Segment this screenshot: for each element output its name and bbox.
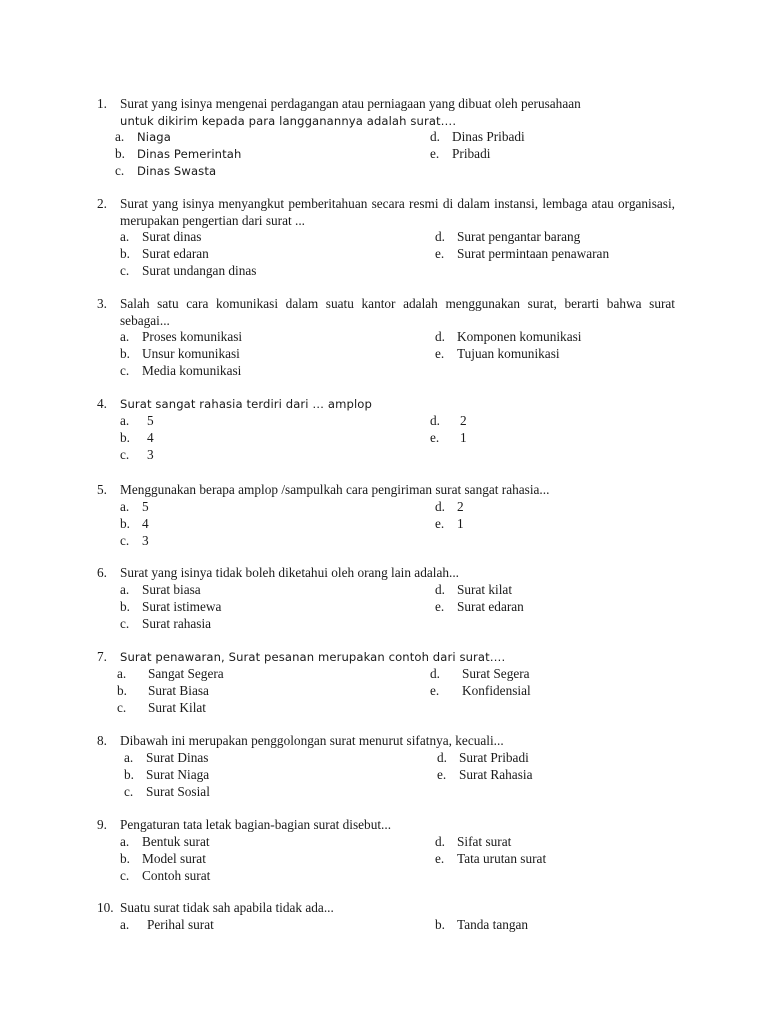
option-a[interactable]: a. Surat biasa — [120, 581, 201, 597]
option-b[interactable]: b. Surat Biasa — [117, 682, 209, 698]
option-d[interactable]: d. Surat Pribadi — [437, 749, 529, 765]
option-a[interactable]: a. Perihal surat — [120, 916, 214, 932]
option-c[interactable]: c. Surat Sosial — [124, 783, 210, 799]
question-stem — [97, 396, 675, 413]
question-stem — [97, 900, 675, 917]
question-text: Pengaturan tata letak bagian-bagian surat disebut... — [120, 817, 392, 832]
question-stem — [97, 96, 675, 129]
question-number: 5. — [97, 482, 107, 497]
option-e[interactable]: e. Konfidensial — [430, 682, 531, 698]
option-c[interactable]: c. Contoh surat — [120, 867, 211, 883]
question-number: 4. — [97, 396, 107, 411]
question-5 — [97, 482, 675, 548]
option-a[interactable]: a. Bentuk surat — [120, 833, 210, 849]
question-9 — [97, 817, 675, 883]
option-c[interactable]: c. Surat undangan dinas — [120, 263, 257, 278]
question-number: 1. — [97, 96, 107, 111]
option-d[interactable]: d. Sifat surat — [435, 833, 512, 849]
option-d[interactable]: d. Dinas Pribadi — [430, 129, 525, 144]
question-number: 9. — [97, 817, 107, 832]
question-stem — [97, 482, 675, 499]
question-number: 8. — [97, 733, 107, 748]
question-10 — [97, 900, 675, 932]
question-2 — [97, 196, 675, 278]
option-b[interactable]: b. Model surat — [120, 850, 206, 866]
question-number: 2. — [97, 196, 107, 211]
option-e[interactable]: e. Tata urutan surat — [435, 850, 547, 866]
question-4 — [97, 396, 675, 462]
option-c[interactable]: c. 3 — [120, 446, 154, 462]
option-c[interactable]: c. Dinas Swasta — [115, 163, 217, 178]
question-text: Salah satu cara komunikasi dalam suatu kantor adalah menggunakan surat, berarti bahwa surat sebagai... — [120, 296, 675, 328]
question-text: Surat penawaran, Surat pesanan merupakan contoh dari surat…. — [120, 650, 506, 664]
question-text: Surat sangat rahasia terdiri dari … amplop — [120, 397, 372, 411]
option-a[interactable]: a. 5 — [120, 412, 154, 428]
option-d[interactable]: d. Surat kilat — [435, 581, 513, 597]
question-stem — [97, 649, 675, 666]
question-stem — [97, 733, 675, 750]
question-number: 7. — [97, 649, 107, 664]
question-8 — [97, 733, 675, 799]
option-e[interactable]: e. Surat edaran — [435, 598, 524, 614]
option-a[interactable]: a. Niaga — [115, 129, 171, 144]
option-c[interactable]: c. Media komunikasi — [120, 363, 242, 378]
option-a[interactable]: a. Surat dinas — [120, 229, 202, 244]
option-d[interactable]: d. Surat Segera — [430, 665, 530, 681]
question-text: Dibawah ini merupakan penggolongan surat menurut sifatnya, kecuali... — [120, 733, 504, 748]
question-stem — [97, 817, 675, 834]
option-b[interactable]: b. Unsur komunikasi — [120, 346, 240, 361]
question-text: Suatu surat tidak sah apabila tidak ada... — [120, 900, 334, 915]
question-text: Surat yang isinya mengenai perdagangan atau perniagaan yang dibuat oleh perusahaan — [120, 96, 581, 111]
question-number: 10. — [97, 900, 114, 915]
option-b[interactable]: b. Surat istimewa — [120, 598, 222, 614]
option-d[interactable]: d. 2 — [435, 498, 464, 514]
option-a[interactable]: a. 5 — [120, 498, 149, 514]
option-c[interactable]: c. Surat Kilat — [117, 699, 206, 715]
question-6 — [97, 565, 675, 631]
question-stem — [97, 196, 675, 229]
option-b[interactable]: b. 4 — [120, 515, 149, 531]
question-text: Surat yang isinya menyangkut pemberitahuan secara resmi di dalam instansi, lembaga atau organisasi, merupakan pengertian dari surat ... — [120, 196, 675, 228]
option-e[interactable]: e. 1 — [435, 515, 464, 531]
option-b[interactable]: b. Surat Niaga — [124, 766, 210, 782]
option-b[interactable]: b. Surat edaran — [120, 246, 209, 261]
question-stem — [97, 565, 675, 582]
question-stem — [97, 296, 675, 329]
question-7 — [97, 649, 675, 715]
option-b[interactable]: b. Tanda tangan — [435, 916, 529, 932]
question-text-continued: untuk dikirim kepada para langganannya adalah surat…. — [120, 113, 457, 128]
option-c[interactable]: c. Surat rahasia — [120, 615, 212, 631]
option-d[interactable]: d. 2 — [430, 412, 467, 428]
option-b[interactable]: b. 4 — [120, 429, 154, 445]
question-number: 6. — [97, 565, 107, 580]
option-d[interactable]: d. Komponen komunikasi — [435, 329, 582, 344]
question-3 — [97, 296, 675, 378]
option-a[interactable]: a. Proses komunikasi — [120, 329, 243, 344]
option-d[interactable]: d. Surat pengantar barang — [435, 229, 581, 244]
option-e[interactable]: e. 1 — [430, 429, 467, 445]
option-e[interactable]: e. Pribadi — [430, 146, 491, 161]
question-number: 3. — [97, 296, 107, 311]
option-e[interactable]: e. Surat Rahasia — [437, 766, 533, 782]
option-b[interactable]: b. Dinas Pemerintah — [115, 146, 242, 161]
option-c[interactable]: c. 3 — [120, 532, 149, 548]
question-text: Surat yang isinya tidak boleh diketahui oleh orang lain adalah... — [120, 565, 459, 580]
question-text: Menggunakan berapa amplop /sampulkah cara pengiriman surat sangat rahasia... — [120, 482, 550, 497]
option-a[interactable]: a. Surat Dinas — [124, 749, 209, 765]
question-1 — [97, 96, 675, 178]
option-e[interactable]: e. Tujuan komunikasi — [435, 346, 560, 361]
option-e[interactable]: e. Surat permintaan penawaran — [435, 246, 610, 261]
option-a[interactable]: a. Sangat Segera — [117, 665, 224, 681]
